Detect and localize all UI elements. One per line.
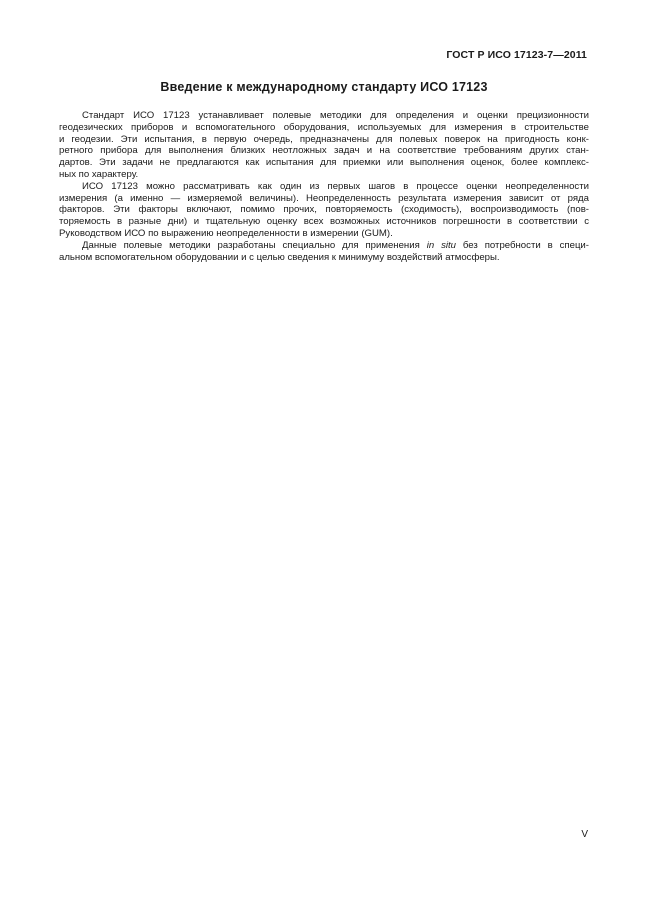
paragraph-3 [59, 240, 589, 264]
text-segment: без потребности в специ- [456, 239, 589, 251]
text-line [59, 240, 589, 252]
text-line: и геодезии. Эти испытания, в первую очередь, предназначены для полевых поверок на пригодность конк- [59, 133, 589, 145]
section-title: Введение к международному стандарту ИСО 17123 [160, 80, 488, 94]
text-line: ных по характеру. [59, 168, 139, 180]
text-line: альном вспомогательном оборудовании и с целью сведения к минимуму воздействий атмосферы. [59, 251, 500, 263]
text-line: Стандарт ИСО 17123 устанавливает полевые методики для определения и оценки прецизионности [82, 110, 589, 121]
italic-term: in situ [426, 239, 456, 251]
text-line: Руководством ИСО по выражению неопределенности в измерении (GUM). [59, 227, 393, 239]
page-number: V [581, 829, 588, 840]
text-line: измерения (а именно — измеряемой величины). Неопределенность результата измерения зависит от ряда [59, 192, 589, 204]
text-line: торяемость в разные дни) и тщательную оценку всех возможных источников погрешности в соответствии с [59, 216, 589, 228]
text-line: факторов. Эти факторы включают, помимо прочих, повторяемость (сходимость), воспроизводимость (пов- [59, 204, 589, 216]
text-line: геодезических приборов и вспомогательного оборудования, используемых для измерения в строительстве [59, 121, 589, 133]
text-line: дартов. Эти задачи не предлагаются как испытания для приемки или выполнения оценок, более комплекс- [59, 157, 589, 169]
document-code-header: ГОСТ Р ИСО 17123-7—2011 [446, 49, 587, 61]
introduction-body [59, 110, 589, 263]
text-segment: Данные полевые методики разработаны специально для применения [82, 239, 427, 251]
text-line: ретного прибора для выполнения близких неотложных задач и на соответствие требованиям других стан- [59, 145, 589, 157]
paragraph-1 [59, 110, 589, 181]
text-line: ИСО 17123 можно рассматривать как один из первых шагов в процессе оценки неопределенности [82, 180, 589, 192]
paragraph-2 [59, 181, 589, 240]
